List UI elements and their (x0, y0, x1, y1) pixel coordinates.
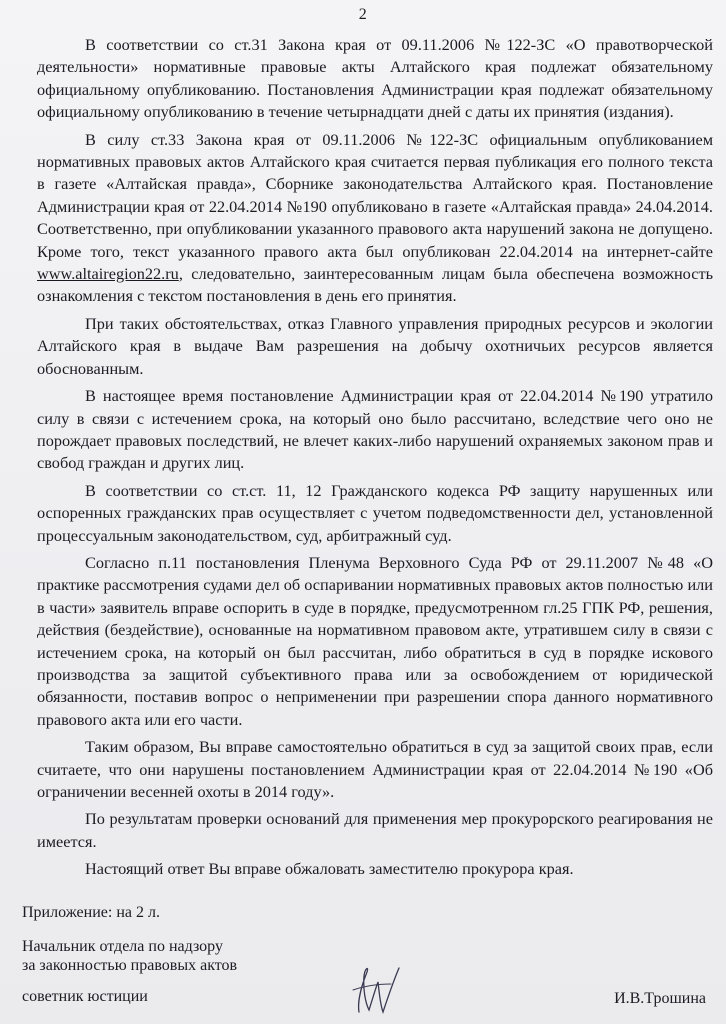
page-number: 2 (358, 6, 368, 23)
paragraph-4: В настоящее время постановление Администрации края от 22.04.2014 №190 утратило силу в связи с истечением срока, на который оно было рассчитано, вследствие чего оно не порождает правовых последствий, не влечет каких-либо нарушений охраняемых законом прав и свобод граждан и других лиц. (37, 386, 713, 473)
handwritten-signature (345, 960, 415, 1020)
signatory-rank: советник юстиции (22, 988, 148, 1005)
signatory-position-line-1: Начальник отдела по надзору (22, 938, 223, 955)
signatory-position (22, 937, 237, 975)
signatory-name: И.В.Трошина (614, 990, 706, 1007)
paragraph-2: В силу ст.33 Закона края от 09.11.2006 №122-ЗС официальным опубликованием нормативных правовых актов Алтайского края считается первая публикация его полного текста в газете «Алтайская правда», Сборнике законодательства Алтайского края. Постановление Администрации края от 22.04.2014 №190 опубликовано в газете «Алтайская правда» 24.04.2014. Соответственно, при опубликовании указанного правового акта нарушений закона не допущено. Кроме того, текст указанного правого акта был опубликован 22.04.2014 на интернет-сайте www.altairegion22.ru, следовательно, заинтересованным лицам была обеспечена возможность ознакомления с текстом постановления в день его принятия. (37, 129, 713, 306)
paragraph-3: При таких обстоятельствах, отказ Главного управления природных ресурсов и экологии Алтайского края в выдаче Вам разрешения на добычу охотничьих ресурсов является обоснованным. (37, 313, 713, 378)
paragraph-8: По результатам проверки оснований для применения мер прокурорского реагирования не имеется. (37, 809, 713, 851)
paragraph-7: Таким образом, Вы вправе самостоятельно обратиться в суд за защитой своих прав, если считаете, что они нарушены постановлением Администрации края от 22.04.2014 №190 «Об ограничении весенней охоты в 2014 году». (37, 737, 713, 801)
paragraph-5: В соответствии со ст.ст. 11, 12 Гражданского кодекса РФ защиту нарушенных или оспоренных гражданских прав осуществляет с учетом подведомственности дел, установленной процессуальным законодательством, суд, арбитражный суд. (37, 480, 713, 545)
signatory-position-line-2: за законностью правовых актов (22, 957, 238, 974)
letter-body (37, 34, 713, 881)
website-link[interactable]: www.altairegion22.ru (37, 264, 179, 284)
paragraph-6: Согласно п.11 постановления Пленума Верховного Суда РФ от 29.11.2007 №48 «О практике рассмотрения судами дел об оспаривании нормативных правовых актов полностью или в части» заявитель вправе оспорить в суде в порядке, предусмотренном гл.25 ГПК РФ, решения, действия (бездействие), основанные на нормативном правовом акте, утратившем силу в связи с истечением срока, на который он был рассчитан, либо обратиться в суд в порядке искового производства за защитой субъективного права или за освобождением от юридической обязанности, поставив вопрос о неприменении при разрешении спора данного нормативного правового акта или его части. (37, 552, 713, 729)
attachment-note: Приложение: на 2 л. (22, 904, 160, 921)
paragraph-9: Настоящий ответ Вы вправе обжаловать заместителю прокурора края. (85, 859, 574, 879)
paragraph-1: В соответствии со ст.31 Закона края от 09.11.2006 №122-ЗС «О правотворческой деятельности» нормативные правовые акты Алтайского края подлежат обязательному официальному опубликованию. Постановления Администрации края подлежат обязательному официальному опубликованию в течение четырнадцати дней с даты их принятия (издания). (37, 35, 713, 122)
